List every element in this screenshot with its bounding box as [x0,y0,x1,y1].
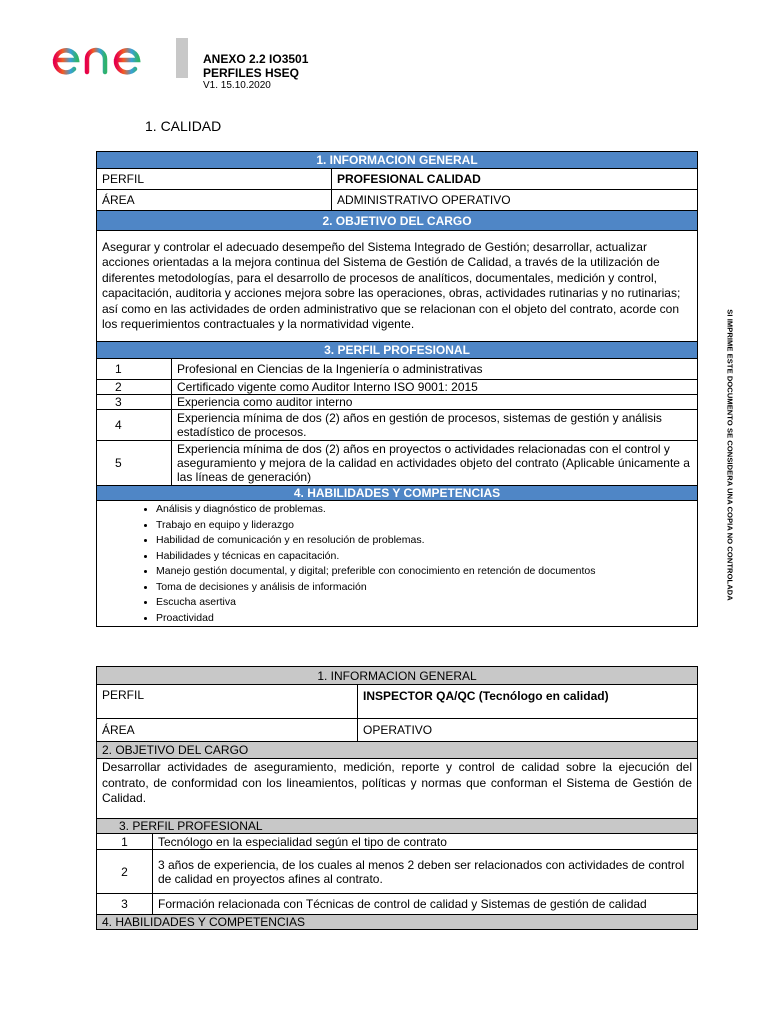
perfil-label: PERFIL [97,685,358,719]
habilidades-list [102,502,692,626]
perfil-row [97,359,698,380]
perfil-row [97,850,698,894]
area-value: OPERATIVO [358,719,698,742]
row-text: Experiencia como auditor interno [172,395,698,410]
row-number: 2 [97,380,172,395]
header-general: 1. INFORMACION GENERAL [97,152,698,169]
perfil-label: PERFIL [97,169,332,190]
enel-logo [50,32,200,82]
list-item: • Análisis y diagnóstico de problemas. [156,502,692,518]
list-item: • Habilidad de comunicación y en resolución de problemas. [156,533,692,549]
row-number: 1 [97,834,153,850]
row-text: Certificado vigente como Auditor Interno ISO 9001: 2015 [172,380,698,395]
perfil-row [97,441,698,486]
row-text: 3 años de experiencia, de los cuales al menos 2 deben ser relacionados con actividades de control de calidad en proyectos afines al contrato. [153,850,698,894]
section-title: 1. CALIDAD [145,118,222,134]
objetivo-text: Asegurar y controlar el adecuado desempeño del Sistema Integrado de Gestión; desarrollar, actualizar acciones orientadas a la mejora continua del Sistema de Gestión de Calidad, a través de la utilización de diferentes metodologías, para el desarrollo de procesos de analíticos, documentales, medición y control, capacitación, auditoria y acciones mejora sobre las operaciones, obras, actividades rutinarias y no rutinarias; así como en las actividades de orden administrativo que se relacionan con el objeto del contrato, acorde con los requerimientos contractuales y la normatividad vigente. [97,231,698,342]
header-perfil-profesional: 3. PERFIL PROFESIONAL [97,819,698,834]
header-habilidades: 4. HABILIDADES Y COMPETENCIAS [97,486,698,501]
area-label: ÁREA [97,719,358,742]
row-number: 3 [97,395,172,410]
annex-title: ANEXO 2.2 IO3501 [203,52,309,66]
header-objetivo: 2. OBJETIVO DEL CARGO [97,211,698,231]
perfil-row [97,395,698,410]
row-text: Profesional en Ciencias de la Ingeniería o administrativas [172,359,698,380]
habilidades-cell [97,501,698,627]
area-label: ÁREA [97,190,332,211]
perfil-value: INSPECTOR QA/QC (Tecnólogo en calidad) [358,685,698,719]
objetivo-text: Desarrollar actividades de aseguramiento, medición, reporte y control de calidad sobre la ejecución del contrato, de conformidad con los lineamientos, políticas y normas que conforman el Sistema de Gestión de Calidad. [97,759,698,819]
row-number: 1 [97,359,172,380]
row-text: Formación relacionada con Técnicas de control de calidad y Sistemas de gestión de calidad [153,894,698,915]
header-habilidades: 4. HABILIDADES Y COMPETENCIAS [97,915,698,930]
list-item: • Proactividad [156,611,692,627]
row-text: Tecnólogo en la especialidad según el tipo de contrato [153,834,698,850]
side-disclaimer-text: SI IMPRIME ESTE DOCUMENTO SE CONSIDERA UNA COPIA NO CONTROLADA [725,309,735,601]
row-number: 4 [97,410,172,441]
list-item: • Habilidades y técnicas en capacitación. [156,549,692,565]
list-item: • Manejo gestión documental, y digital; preferible con conocimiento en retención de documentos [156,564,692,580]
perfil-row [97,380,698,395]
profile-table-calidad [96,151,698,627]
perfil-row [97,894,698,915]
profiles-title: PERFILES HSEQ [203,66,300,80]
perfil-value: PROFESIONAL CALIDAD [332,169,698,190]
header-perfil-profesional: 3. PERFIL PROFESIONAL [97,342,698,359]
list-item: • Escucha asertiva [156,595,692,611]
side-disclaimer [722,300,738,610]
perfil-row [97,410,698,441]
document-header [203,52,308,92]
logo-text: enel [50,32,52,33]
header-general: 1. INFORMACION GENERAL [97,667,698,685]
version-date: V1. 15.10.2020 [203,80,271,91]
row-number: 2 [97,850,153,894]
profile-table-inspector [96,666,698,930]
row-text: Experiencia mínima de dos (2) años en gestión de procesos, sistemas de gestión y análisis estadístico de procesos. [172,410,698,441]
list-item: • Trabajo en equipo y liderazgo [156,518,692,534]
header-objetivo: 2. OBJETIVO DEL CARGO [97,742,698,759]
row-text: Experiencia mínima de dos (2) años en proyectos o actividades relacionadas con el control y aseguramiento y mejora de la calidad en actividades objeto del contrato (Aplicable únicamente a las líneas de generación) [172,441,698,486]
perfil-row [97,834,698,850]
row-number: 5 [97,441,172,486]
area-value: ADMINISTRATIVO OPERATIVO [332,190,698,211]
row-number: 3 [97,894,153,915]
list-item: • Toma de decisiones y análisis de información [156,580,692,596]
